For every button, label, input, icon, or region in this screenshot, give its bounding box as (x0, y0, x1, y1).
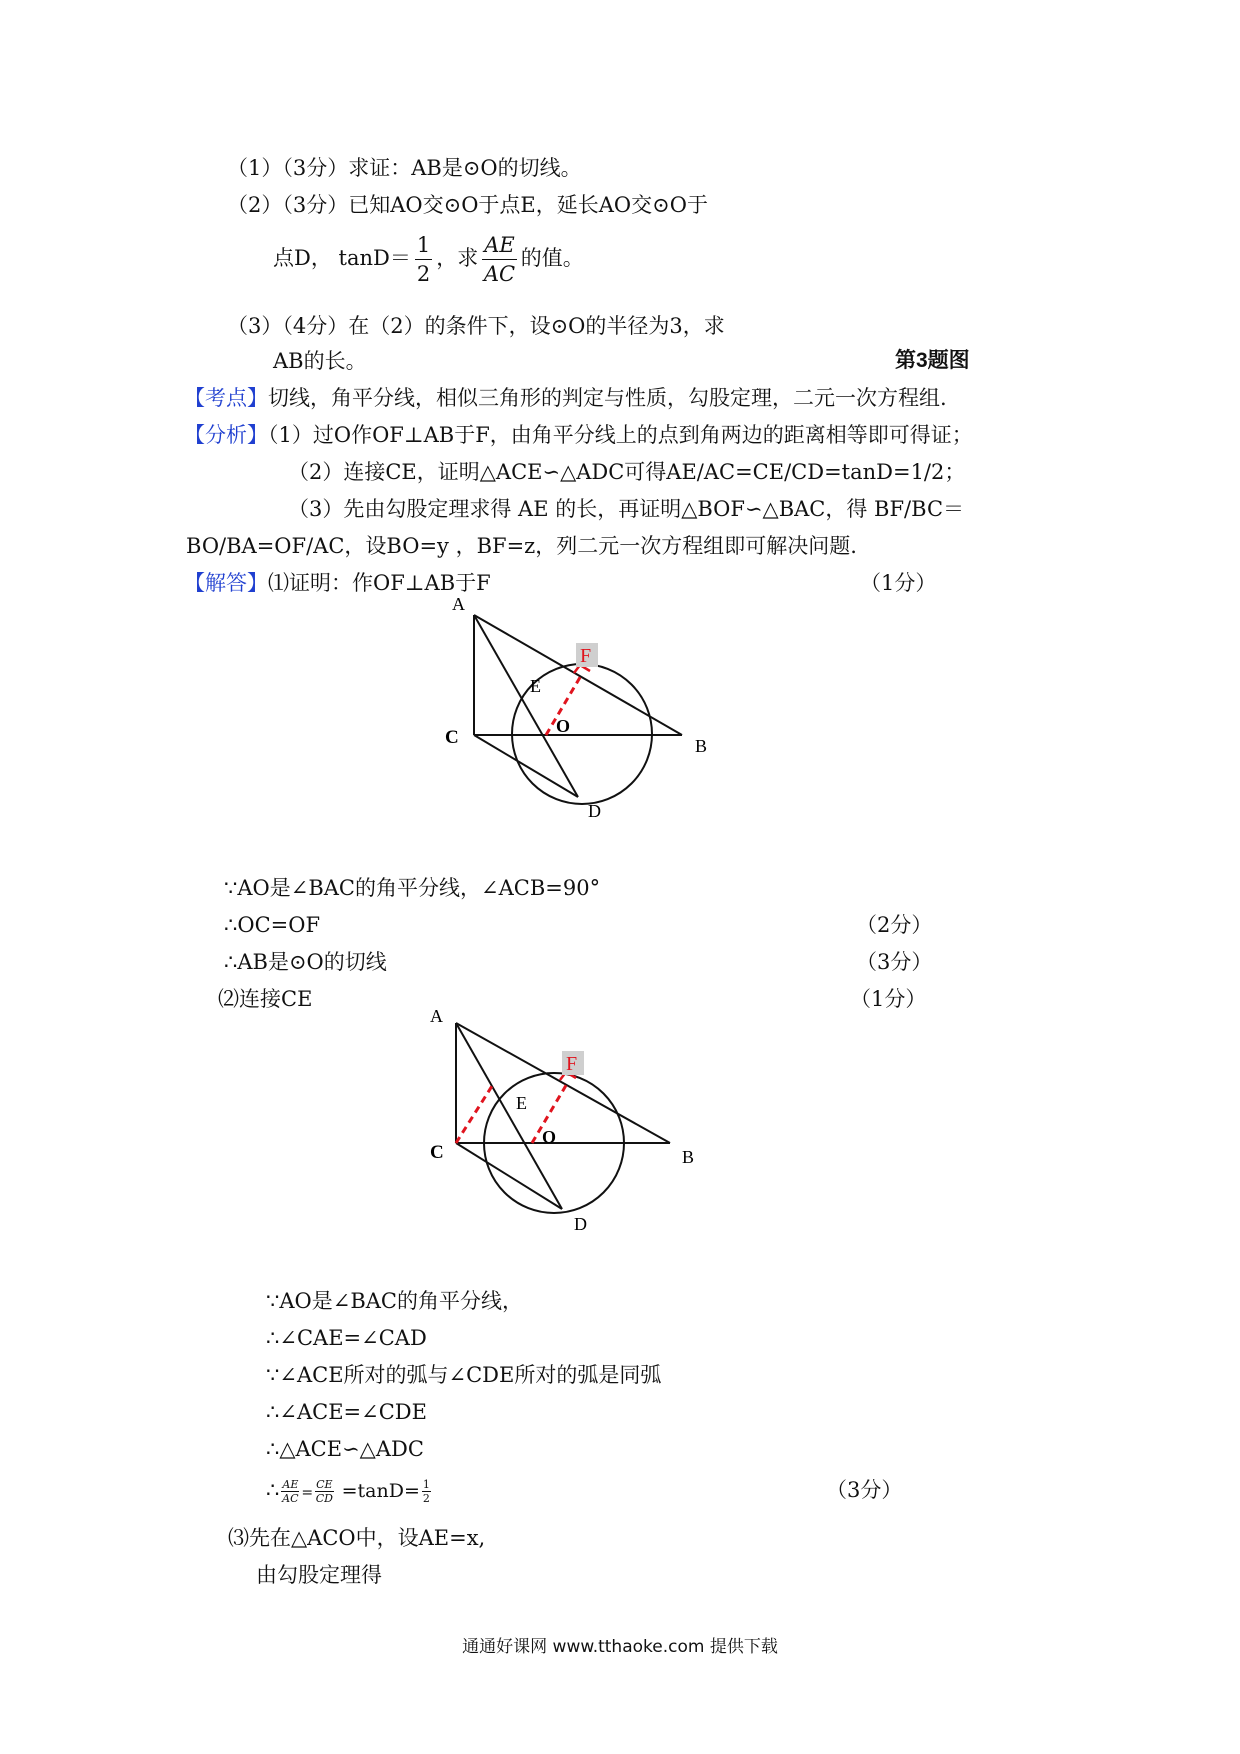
label-b: B (695, 736, 708, 756)
question-3-line2: AB的长。 (273, 349, 367, 373)
score-5: （3分） (826, 1478, 903, 1502)
proof-step-3: ∵∠ACE所对的弧与∠CDE所对的弧是同弧 (266, 1363, 662, 1387)
step-3: ∴AB是⊙O的切线 (224, 950, 387, 974)
frac-two: 2 (422, 1492, 430, 1505)
tand-text: =tanD= (335, 1480, 420, 1502)
label-e: E (516, 1093, 527, 1113)
segment-ad (474, 615, 578, 797)
geometry-figure-2 (410, 1006, 710, 1246)
footer-watermark: 通通好课网 www.tthaoke.com 提供下载 (462, 1637, 778, 1657)
fraction-ce-cd (315, 1478, 333, 1505)
q2-text-mid: ，求 (436, 246, 479, 270)
label-o: O (542, 1127, 557, 1147)
frac-ae: AE (282, 1478, 299, 1491)
score-1: （1分） (860, 571, 937, 595)
segment-ab (474, 615, 682, 735)
segment-ad (456, 1023, 562, 1209)
jieda-text1: ⑴证明：作OF⊥AB于F (268, 571, 491, 595)
fenxi-line1 (184, 420, 973, 450)
q2-fraction-half (415, 231, 432, 288)
equals-sign: = (301, 1485, 314, 1501)
fenxi-line3: （3）先由勾股定理求得 AE 的长，再证明△BOF∽△BAC，得 BF/BC＝ (288, 497, 965, 521)
frac-one: 1 (422, 1478, 430, 1491)
q2-fraction-ae-ac (482, 231, 517, 288)
score-4: （1分） (850, 987, 927, 1011)
kaodian-tag: 【考点】 (184, 386, 268, 410)
kaodian-text: 切线，角平分线，相似三角形的判定与性质，勾股定理，二元一次方程组. (268, 386, 947, 410)
fenxi-line2: （2）连接CE，证明△ACE∽△ADC可得AE/AC=CE/CD=tanD=1/2； (288, 460, 966, 484)
fenxi-text1: （1）过O作OF⊥AB于F，由角平分线上的点到角两边的距离相等即可得证； (268, 423, 973, 447)
segment-cd (456, 1143, 562, 1209)
fraction-half (422, 1478, 431, 1505)
proof-step-5: ∴△ACE∽△ADC (266, 1437, 424, 1461)
label-d: D (588, 801, 601, 821)
question-2-line2 (273, 228, 584, 288)
proof-step-6 (266, 1475, 433, 1508)
score-3: （3分） (856, 950, 933, 974)
label-c: C (445, 727, 459, 748)
question-1: （1）（3分）求证：AB是⊙O的切线。 (227, 156, 582, 180)
segment-ab (456, 1023, 670, 1143)
step-2: ∴OC=OF (224, 913, 321, 937)
part-3-line2: 由勾股定理得 (256, 1563, 382, 1587)
q2-ac: AC (483, 262, 516, 286)
segment-cd (474, 735, 578, 797)
step-1: ∵AO是∠BAC的角平分线，∠ACB=90° (224, 876, 601, 900)
label-f: F (580, 645, 592, 667)
jieda-line1 (184, 568, 491, 598)
fenxi-tag: 【分析】 (184, 423, 268, 447)
label-c: C (430, 1142, 444, 1163)
proof-step-1: ∵AO是∠BAC的角平分线， (266, 1289, 524, 1313)
frac-ac: AC (282, 1492, 299, 1505)
proof-step-4: ∴∠ACE=∠CDE (266, 1400, 427, 1424)
kaodian-line (184, 383, 947, 413)
label-a: A (452, 595, 465, 614)
question-2-line1: （2）（3分）已知AO交⊙O于点E，延长AO交⊙O于 (227, 193, 708, 217)
q2-frac-den: 2 (416, 262, 431, 286)
proof-step-2: ∴∠CAE=∠CAD (266, 1326, 427, 1350)
fenxi-line4: BO/BA=OF/AC，设BO=y ，BF=z，列二元一次方程组即可解决问题. (186, 534, 857, 558)
geometry-figure-1 (430, 595, 720, 835)
figure-caption: 第3题图 (895, 349, 970, 372)
q2-text-post: 的值。 (520, 246, 584, 270)
label-a: A (430, 1006, 443, 1026)
fraction-ae-ac (281, 1478, 299, 1505)
part-3-line1: ⑶先在△ACO中，设AE=x, (228, 1526, 486, 1550)
label-d: D (574, 1214, 587, 1234)
q2-ae: AE (482, 231, 517, 260)
q2-text-pre: 点D， tanD＝ (273, 246, 411, 270)
q2-frac-num: 1 (415, 231, 432, 260)
frac-cd: CD (315, 1492, 333, 1505)
label-b: B (682, 1147, 695, 1167)
label-e: E (530, 676, 541, 696)
score-2: （2分） (856, 913, 933, 937)
question-3-line1: （3）（4分）在（2）的条件下，设⊙O的半径为3，求 (227, 314, 725, 338)
jieda-tag: 【解答】 (184, 571, 268, 595)
label-f: F (566, 1053, 578, 1075)
label-o: O (556, 716, 571, 736)
segment-ce-dashed (456, 1086, 492, 1143)
therefore-symbol: ∴ (266, 1478, 280, 1502)
frac-ce: CE (316, 1478, 333, 1491)
step-4: ⑵连接CE (218, 987, 313, 1011)
